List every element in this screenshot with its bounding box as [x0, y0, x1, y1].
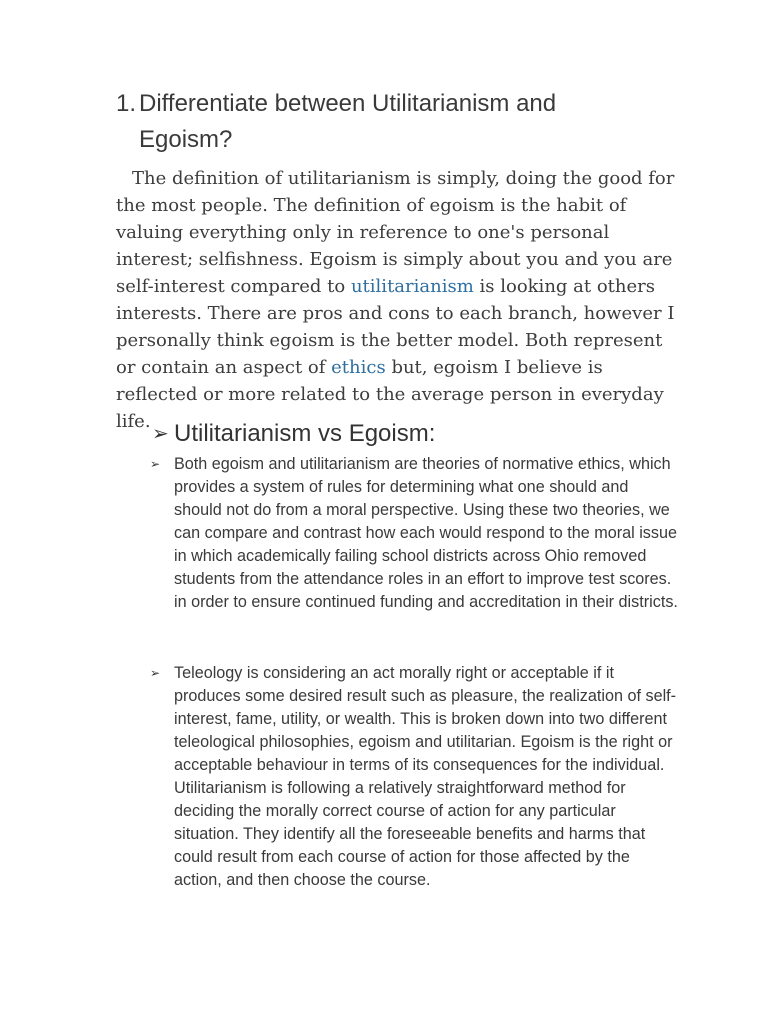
list-item-text: Teleology is considering an act morally right or acceptable if it produces some desired result such as pleasure, the realization of self-interest, fame, utility, or wealth. This is broken down into two different teleological philosophies, egoism and utilitarian. Egoism is the right or acceptable behaviour in terms of its consequences for the individual. Utilitarianism is following a relatively straightforward method for deciding the morally correct course of action for any particular situation. They identify all the foreseeable benefits and harms that could result from each course of action for those affected by the action, and then choose the course. [174, 664, 677, 889]
section-heading [152, 418, 435, 450]
list-item [150, 453, 678, 614]
question-heading [116, 86, 656, 158]
intro-paragraph [116, 165, 678, 435]
arrow-bullet-icon: ➢ [152, 423, 169, 445]
intro-text-part-3: but, egoism I believe is reflected or more related to the average person in everyday life. [116, 357, 664, 432]
utilitarianism-link[interactable]: utilitarianism [350, 276, 474, 297]
arrow-bullet-icon: ➢ [150, 666, 161, 680]
question-number: 1. [116, 90, 137, 117]
ethics-link[interactable]: ethics [331, 357, 386, 378]
list-item [150, 662, 678, 892]
intro-text-part-1: The definition of utilitarianism is simply, doing the good for the most people. The definition of egoism is the habit of valuing everything only in reference to one's personal interest; selfishness. Egoism is simply about you and you are self-interest compared to [116, 168, 675, 297]
arrow-bullet-icon: ➢ [150, 457, 161, 471]
section-title: Utilitarianism vs Egoism: [174, 420, 436, 447]
question-text: Differentiate between Utilitarianism and Egoism? [139, 90, 557, 153]
intro-text-part-2: is looking at others interests. There are pros and cons to each branch, however I personally think egoism is the better model. Both represent or contain an aspect of [116, 276, 675, 378]
list-item-text: Both egoism and utilitarianism are theories of normative ethics, which provides a system of rules for determining what one should and should not do from a moral perspective. Using these two theories, we can compare and contrast how each would respond to the moral issue in which academically failing school districts across Ohio removed students from the attendance roles in an effort to improve test scores. in order to ensure continued funding and accreditation in their districts. [174, 455, 678, 611]
